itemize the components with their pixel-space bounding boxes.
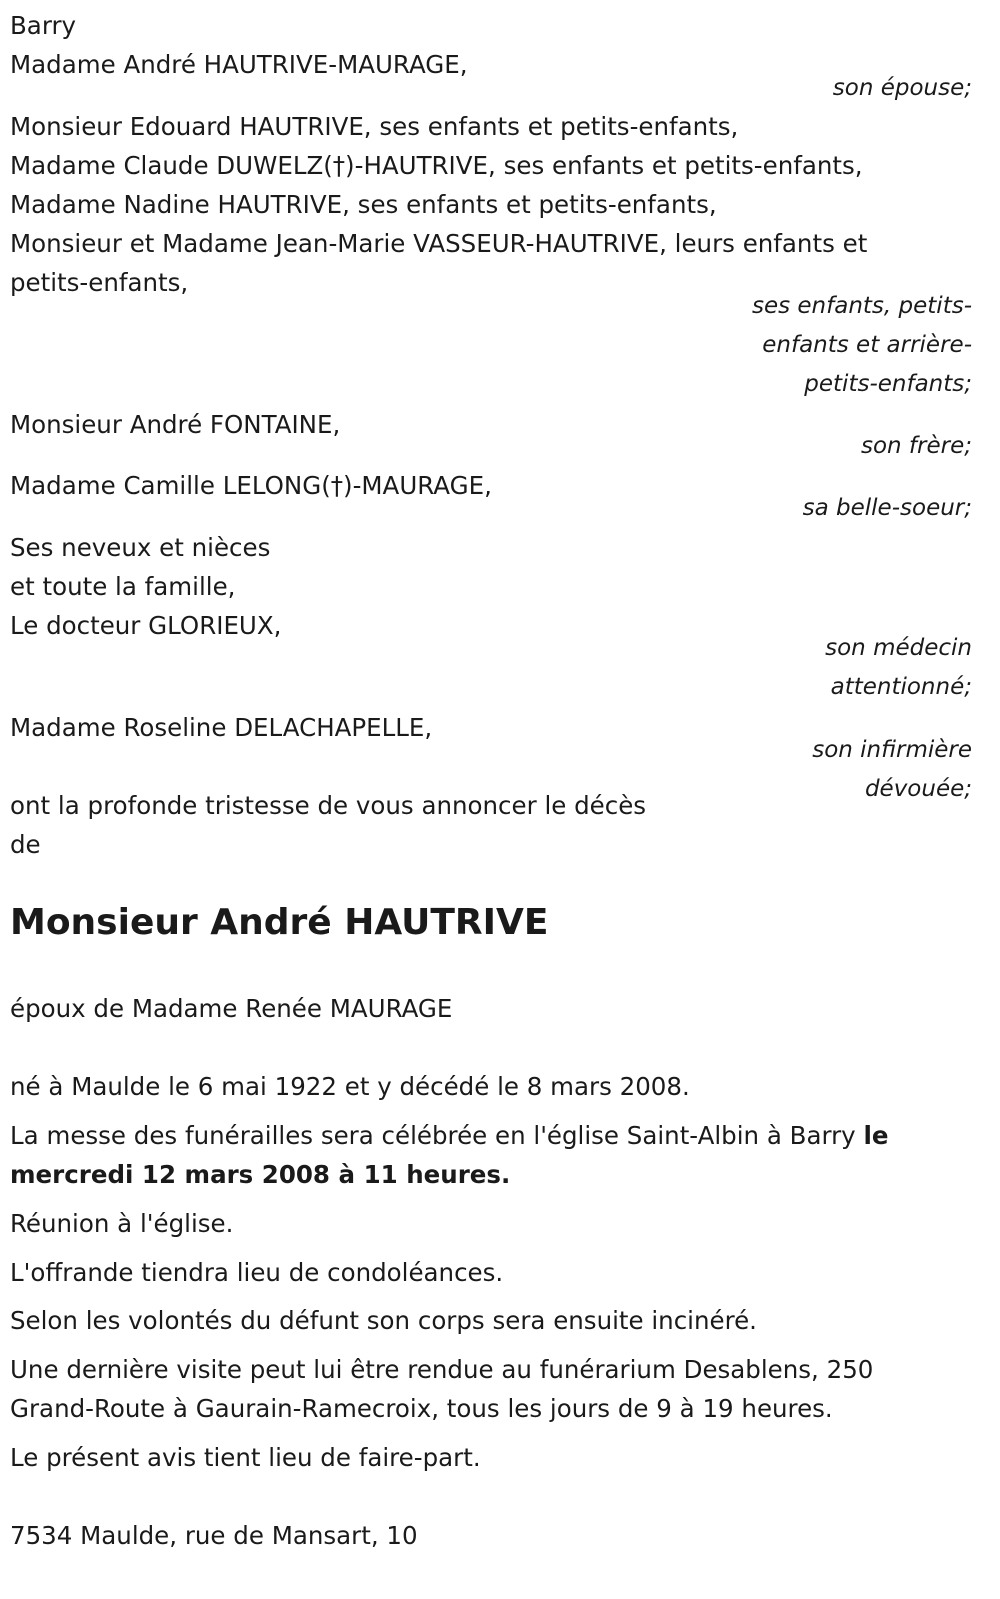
child-line: Madame Claude DUWELZ(†)-HAUTRIVE, ses enfants et petits-enfants, [10, 151, 863, 180]
place-name: Barry [10, 11, 77, 40]
mass-text: La messe des funérailles sera célébrée en l'église Saint-Albin à Barry [10, 1121, 864, 1150]
deceased-spouse-line: époux de Madame Renée MAURAGE [10, 994, 453, 1023]
family-line: et toute la famille, [10, 572, 236, 601]
announcement [10, 786, 646, 864]
family-line: Le docteur GLORIEUX, [10, 611, 282, 640]
child-line: petits-enfants, [10, 268, 189, 297]
child-line: Monsieur et Madame Jean-Marie VASSEUR-HAUTRIVE, leurs enfants et [10, 229, 868, 258]
announcement-line: ont la profonde tristesse de vous annoncer le décès [10, 791, 647, 820]
children-role [752, 287, 972, 404]
children-role-line: petits-enfants; [804, 371, 972, 397]
children-role-line: ses enfants, petits- [751, 293, 972, 319]
sister-in-law-role: sa belle-soeur; [802, 495, 972, 521]
notice-line: Le présent avis tient lieu de faire-part. [10, 1443, 481, 1472]
nurse-role [812, 731, 972, 809]
deceased-name: Monsieur André HAUTRIVE [10, 902, 549, 943]
nurse-role-line: son infirmière [812, 737, 972, 763]
cremation-line: Selon les volontés du défunt son corps sera ensuite incinéré. [10, 1306, 757, 1335]
children-role-line: enfants et arrière- [762, 332, 972, 358]
doctor-role-line: attentionné; [830, 674, 972, 700]
child-line: Monsieur Edouard HAUTRIVE, ses enfants et petits-enfants, [10, 112, 739, 141]
mass-info [10, 1116, 950, 1194]
sister-in-law-name: Madame Camille LELONG(†)-MAURAGE, [10, 471, 492, 500]
visit-line: Une dernière visite peut lui être rendue au funérarium Desablens, 250 Grand-Route à Gaurain-Ramecroix, tous les jours de 9 à 19 heures. [10, 1355, 874, 1423]
brother-role: son frère; [860, 433, 972, 459]
spouse-name: Madame André HAUTRIVE-MAURAGE, [10, 50, 468, 79]
footer-address: 7534 Maulde, rue de Mansart, 10 [10, 1521, 418, 1550]
family-list [10, 528, 281, 645]
brother-name: Monsieur André FONTAINE, [10, 410, 341, 439]
children-list [10, 107, 867, 302]
doctor-role [825, 629, 972, 707]
family-line: Ses neveux et nièces [10, 533, 271, 562]
offering-line: L'offrande tiendra lieu de condoléances. [10, 1258, 504, 1287]
spouse-role: son épouse; [832, 75, 972, 101]
mass-date: le mercredi 12 mars 2008 à 11 heures. [10, 1121, 889, 1189]
birth-death-line: né à Maulde le 6 mai 1922 et y décédé le 8 mars 2008. [10, 1072, 690, 1101]
nurse-role-line: dévouée; [864, 776, 972, 802]
announcement-line: de [10, 830, 41, 859]
meeting-line: Réunion à l'église. [10, 1209, 234, 1238]
child-line: Madame Nadine HAUTRIVE, ses enfants et petits-enfants, [10, 190, 717, 219]
doctor-role-line: son médecin [825, 635, 972, 661]
nurse-name: Madame Roseline DELACHAPELLE, [10, 713, 433, 742]
